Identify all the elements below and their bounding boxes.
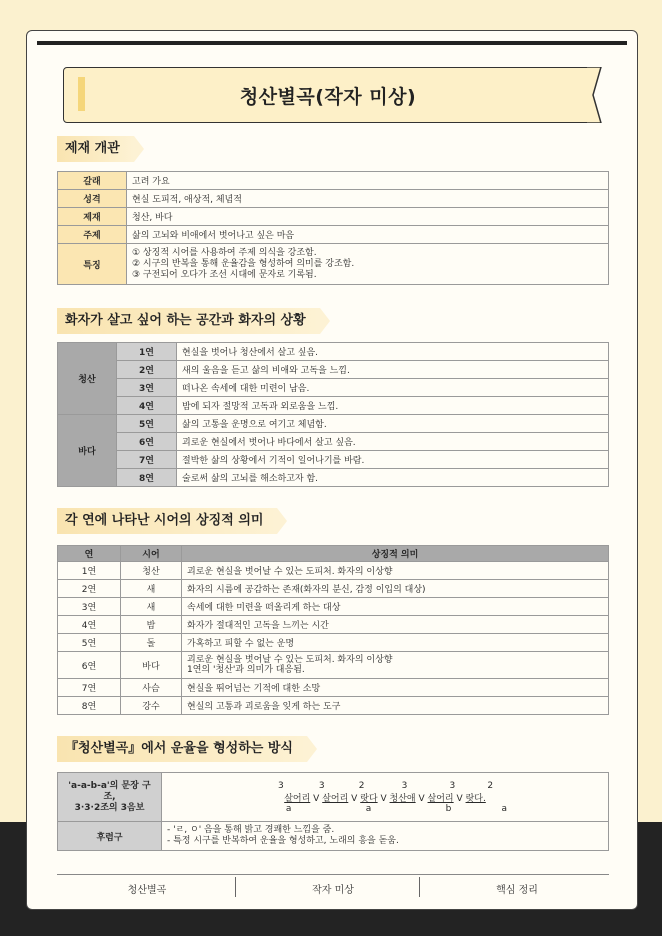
row-key: 제재 (58, 208, 127, 226)
desc-cell: 삶의 고통을 운명으로 여기고 체념함. (177, 415, 609, 433)
stanza-cell: 8연 (117, 469, 177, 487)
table-row (58, 616, 609, 634)
syllable-count: 2 (358, 780, 365, 791)
table-row (58, 379, 609, 397)
desc-cell: 새의 울음을 듣고 삶의 비애와 고독을 느낌. (177, 361, 609, 379)
stanza-cell: 1연 (58, 562, 121, 580)
meaning-cell: 화자가 절대적인 고독을 느끼는 시간 (182, 616, 609, 634)
desc-cell: 밤에 되자 절망적 고독과 외로움을 느낌. (177, 397, 609, 415)
stanza-cell: 8연 (58, 697, 121, 715)
refrain-cell (162, 822, 609, 851)
title-box (63, 67, 593, 123)
footer-author: 작자 미상 (312, 885, 354, 896)
column-header: 연 (58, 546, 121, 562)
meaning-cell: 화자의 시름에 공감하는 존재(화자의 분신, 감정 이입의 대상) (182, 580, 609, 598)
syllable-count: 3 (449, 780, 456, 791)
table-row (58, 208, 609, 226)
structure-letters (167, 804, 603, 814)
table-row (58, 652, 609, 679)
key-line: 3·3·2조의 3음보 (74, 802, 145, 813)
symbol-meaning-table (57, 545, 609, 715)
verse-segment: 랏다. (465, 793, 486, 804)
stanza-cell: 6연 (117, 433, 177, 451)
stanza-cell: 3연 (117, 379, 177, 397)
stanza-cell: 3연 (58, 598, 121, 616)
stanza-cell: 4연 (58, 616, 121, 634)
stanza-cell: 4연 (117, 397, 177, 415)
row-value: 현실 도피적, 애상적, 체념적 (127, 190, 609, 208)
section-heading-overview: 제재 개관 (57, 136, 134, 162)
row-key: 성격 (58, 190, 127, 208)
desc-cell: 떠나온 속세에 대한 미련이 남음. (177, 379, 609, 397)
word-cell: 강수 (121, 697, 182, 715)
meaning-cell: 현실을 뛰어넘는 기적에 대한 소망 (182, 679, 609, 697)
features-cell (127, 244, 609, 285)
row-key: 갈래 (58, 172, 127, 190)
meaning-line: 괴로운 현실을 벗어날 수 있는 도피처. 화자의 이상향 (187, 655, 393, 665)
meter-cell (162, 773, 609, 822)
desc-cell: 현실을 벗어나 청산에서 살고 싶음. (177, 343, 609, 361)
word-cell: 바다 (121, 652, 182, 679)
column-header: 상징적 의미 (182, 546, 609, 562)
table-row (58, 397, 609, 415)
space-situation-table (57, 342, 609, 487)
table-row (58, 226, 609, 244)
table-header-row (58, 546, 609, 562)
key-line: 'a-a-b-a'의 문장 구조, (68, 780, 151, 802)
table-row (58, 433, 609, 451)
structure-letter: a (285, 803, 292, 814)
overview-table (57, 171, 609, 285)
syllable-count: 2 (487, 780, 494, 791)
footer-category: 핵심 정리 (496, 885, 538, 896)
title-scroll-tail (587, 67, 607, 123)
table-row (58, 451, 609, 469)
row-value: 청산, 바다 (127, 208, 609, 226)
verse-segment: 살어리 (427, 793, 454, 804)
feature-line: ① 상징적 시어를 사용하여 주제 의식을 강조함. (132, 247, 317, 258)
row-value: 고려 가요 (127, 172, 609, 190)
word-cell: 청산 (121, 562, 182, 580)
group-cell: 바다 (58, 415, 117, 487)
table-row (58, 634, 609, 652)
table-row (58, 343, 609, 361)
foot-divider: V (418, 793, 425, 804)
row-key: 후렴구 (58, 822, 162, 851)
meaning-cell: 현실의 고통과 괴로움을 잊게 하는 도구 (182, 697, 609, 715)
table-row (58, 469, 609, 487)
desc-cell: 절박한 삶의 상황에서 기적이 일어나기를 바람. (177, 451, 609, 469)
meaning-cell (182, 652, 609, 679)
verse-segment: 살어리 (322, 793, 349, 804)
feature-line: ② 시구의 반복을 통해 운율감을 형성하여 의미를 강조함. (132, 258, 355, 269)
footer-work-title: 청산별곡 (127, 885, 167, 896)
foot-divider: V (313, 793, 320, 804)
syllable-count: 3 (277, 780, 284, 791)
table-row (58, 773, 609, 822)
word-cell: 새 (121, 580, 182, 598)
meaning-line: 1연의 '청산'과 의미가 대응됨. (187, 665, 305, 675)
meter-numbers (167, 781, 603, 791)
foot-divider: V (351, 793, 358, 804)
syllable-count: 3 (318, 780, 325, 791)
section-heading-symbols: 각 연에 나타난 시어의 상징적 의미 (57, 508, 277, 534)
stanza-cell: 1연 (117, 343, 177, 361)
meter-verse (167, 791, 603, 804)
table-row (58, 822, 609, 851)
refrain-line: - 'ㄹ, ㅇ' 음을 통해 밝고 경쾌한 느낌을 줌. (167, 825, 335, 835)
table-row (58, 598, 609, 616)
word-cell: 새 (121, 598, 182, 616)
column-header: 시어 (121, 546, 182, 562)
structure-letter: a (501, 803, 508, 814)
verse-segment: 랏다 (360, 793, 378, 804)
footer-divider (235, 877, 236, 897)
worksheet-page (26, 30, 638, 910)
meaning-cell: 가혹하고 피할 수 없는 운명 (182, 634, 609, 652)
desc-cell: 괴로운 현실에서 벗어나 바다에서 살고 싶음. (177, 433, 609, 451)
stanza-cell: 2연 (58, 580, 121, 598)
rhythm-table (57, 772, 609, 851)
verse-segment: 살어리 (284, 793, 311, 804)
word-cell: 밤 (121, 616, 182, 634)
table-row (58, 580, 609, 598)
row-value: 삶의 고뇌와 비애에서 벗어나고 싶은 마음 (127, 226, 609, 244)
section-heading-space: 화자가 살고 싶어 하는 공간과 화자의 상황 (57, 308, 320, 334)
page-title: 청산별곡(작자 미상) (239, 86, 417, 108)
table-row (58, 244, 609, 285)
stanza-cell: 6연 (58, 652, 121, 679)
foot-divider: V (380, 793, 387, 804)
word-cell: 사슴 (121, 679, 182, 697)
stanza-cell: 5연 (58, 634, 121, 652)
page-footer (57, 874, 609, 899)
verse-segment: 청산애 (389, 793, 416, 804)
table-row (58, 697, 609, 715)
stanza-cell: 7연 (58, 679, 121, 697)
meaning-cell: 괴로운 현실을 벗어날 수 있는 도피처. 화자의 이상향 (182, 562, 609, 580)
syllable-count: 3 (401, 780, 408, 791)
table-row (58, 562, 609, 580)
structure-letter: b (445, 803, 452, 814)
table-row (58, 190, 609, 208)
table-row (58, 361, 609, 379)
table-row (58, 415, 609, 433)
footer-divider (419, 877, 420, 897)
row-key: 특징 (58, 244, 127, 285)
table-row (58, 172, 609, 190)
stanza-cell: 7연 (117, 451, 177, 469)
top-rule (37, 41, 627, 45)
foot-divider: V (456, 793, 463, 804)
row-key (58, 773, 162, 822)
structure-letter: a (365, 803, 372, 814)
meaning-cell: 속세에 대한 미련을 떠올리게 하는 대상 (182, 598, 609, 616)
row-key: 주제 (58, 226, 127, 244)
section-heading-rhythm: 『청산별곡』에서 운율을 형성하는 방식 (57, 736, 307, 762)
stanza-cell: 2연 (117, 361, 177, 379)
feature-line: ③ 구전되어 오다가 조선 시대에 문자로 기록됨. (132, 269, 317, 280)
desc-cell: 술로써 삶의 고뇌를 해소하고자 함. (177, 469, 609, 487)
word-cell: 돌 (121, 634, 182, 652)
table-row (58, 679, 609, 697)
refrain-line: - 특정 시구를 반복하여 운율을 형성하고, 노래의 흥을 돋움. (167, 836, 399, 846)
group-cell: 청산 (58, 343, 117, 415)
stanza-cell: 5연 (117, 415, 177, 433)
